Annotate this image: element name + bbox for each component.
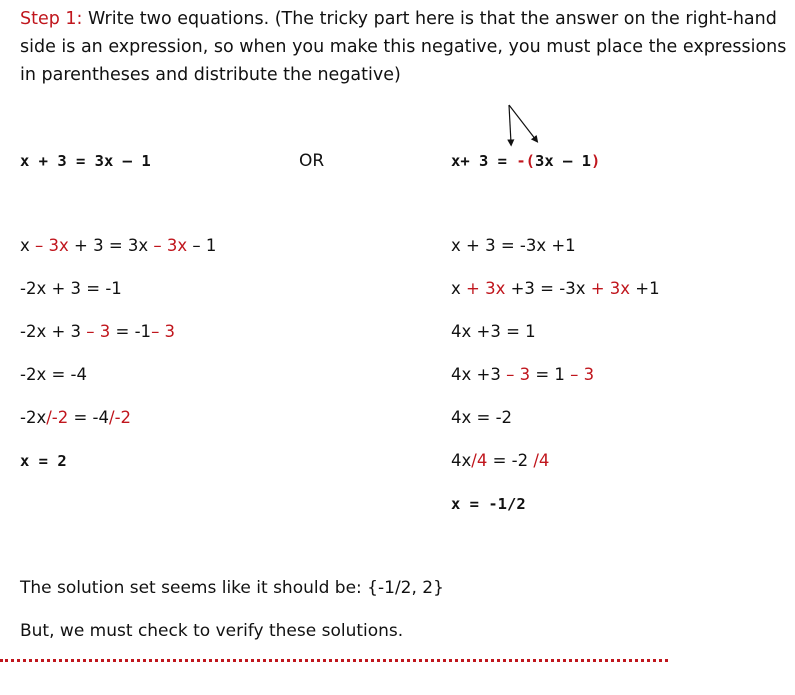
- text-part: -2x + 3: [20, 322, 87, 341]
- red-part: – 3x: [153, 236, 188, 255]
- text-part: = -1: [110, 322, 152, 341]
- intro-paragraph: [20, 5, 790, 89]
- left-step-3: [20, 321, 175, 343]
- step-label: Step 1:: [20, 9, 83, 29]
- right-step-4: [451, 364, 594, 386]
- red-part: /-2: [46, 408, 69, 427]
- text-part: – 1: [187, 236, 217, 255]
- text-part: x: [451, 279, 467, 298]
- red-part: /4: [471, 451, 488, 470]
- conclusion-verify: But, we must check to verify these solutions.: [20, 621, 404, 641]
- text-part: = 1: [530, 365, 571, 384]
- text-part: +3 = -3x: [505, 279, 591, 298]
- red-part: – 3: [506, 365, 531, 384]
- red-part: /4: [533, 451, 550, 470]
- text-part: 4x: [451, 451, 472, 470]
- right-solution: x = -1/2: [451, 495, 526, 513]
- paren-inner: 3x – 1: [535, 152, 592, 170]
- red-part: + 3x: [590, 279, 631, 298]
- dotted-divider: [0, 659, 668, 662]
- left-step-4: -2x = -4: [20, 365, 87, 384]
- red-part: + 3x: [466, 279, 506, 298]
- red-part: /-2: [109, 408, 132, 427]
- equation-left: x + 3 = 3x – 1: [20, 152, 151, 170]
- text-part: x: [20, 236, 36, 255]
- or-label: OR: [299, 151, 325, 171]
- left-step-2: -2x + 3 = -1: [20, 279, 122, 298]
- right-step-2: [451, 278, 660, 300]
- right-step-5: 4x = -2: [451, 408, 513, 427]
- left-step-1: [20, 235, 216, 257]
- red-part: – 3: [86, 322, 111, 341]
- conclusion-solution-set: The solution set seems like it should be: {-1/2, 2}: [20, 578, 444, 598]
- negative-sign: -: [516, 152, 526, 170]
- red-part: – 3: [151, 322, 176, 341]
- text-part: = -4: [68, 408, 110, 427]
- paren-open: (: [525, 152, 536, 170]
- right-step-3: 4x +3 = 1: [451, 322, 536, 341]
- text-part: = -2: [487, 451, 534, 470]
- red-part: – 3x: [35, 236, 69, 255]
- distribution-arrows-icon: [500, 100, 550, 150]
- text-part: + 3 = 3x: [68, 236, 154, 255]
- equation-right-lhs: x+ 3 =: [451, 152, 517, 170]
- paren-close: ): [591, 152, 601, 170]
- intro-text: Write two equations. (The tricky part here is that the answer on the right-hand side is an expression, so when you make this negative, you must place the expressions in parentheses and distribute the negative): [20, 9, 787, 85]
- red-part: – 3: [570, 365, 595, 384]
- text-part: -2x: [20, 408, 47, 427]
- left-solution: x = 2: [20, 452, 67, 470]
- text-part: +1: [630, 279, 660, 298]
- left-step-5: [20, 407, 131, 429]
- right-step-1: x + 3 = -3x +1: [451, 236, 576, 255]
- text-part: 4x +3: [451, 365, 507, 384]
- right-step-6: [451, 450, 549, 472]
- equation-right: [451, 150, 600, 172]
